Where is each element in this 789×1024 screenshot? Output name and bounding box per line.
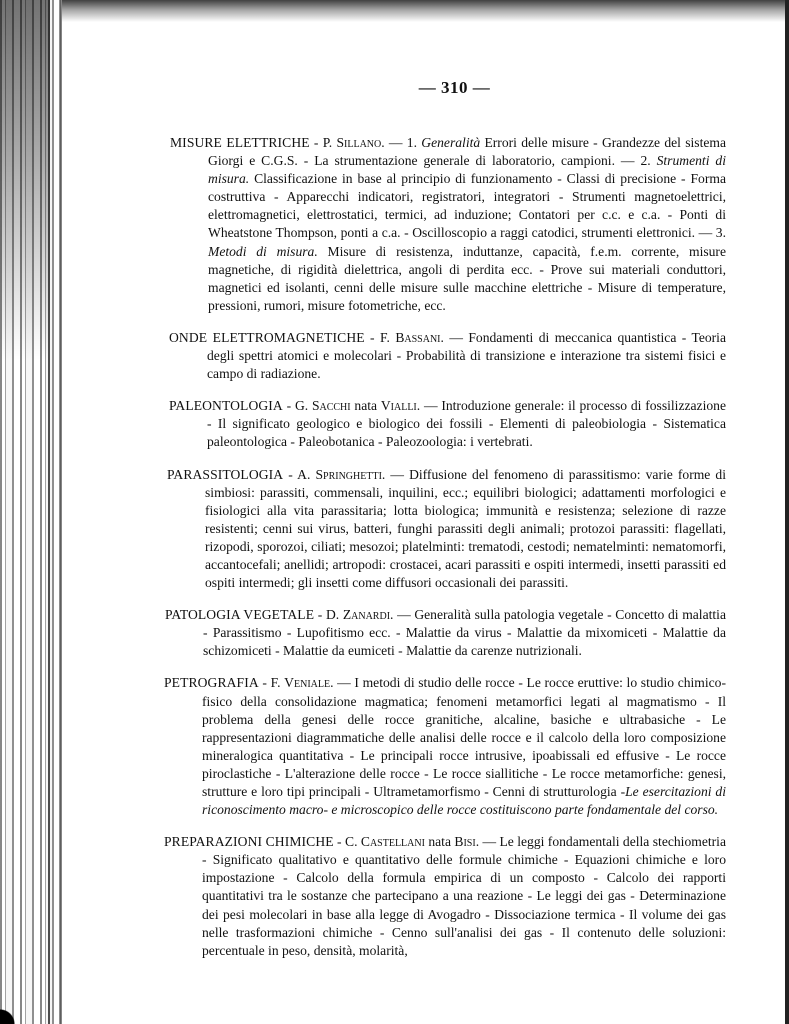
separator: - (282, 398, 295, 414)
author-initial: C. (345, 834, 361, 850)
author-suffix: . — (381, 466, 410, 482)
course-entry (164, 674, 726, 819)
course-subject: PARASSITOLOGIA (167, 466, 284, 482)
author-initial: D. (325, 607, 343, 623)
course-author-maiden: Vialli (380, 398, 417, 414)
course-author: Bassani (395, 329, 441, 345)
course-description: Generalità sulla patologia vegetale - Concetto di malattia - Parassitismo - Lupofitismo ecc. - Malattie da virus - Malattie da mixomiceti - Malattie da schizomiceti - Malattie da eumiceti - Malattie da carenze nutrizionali. (203, 607, 726, 659)
author-connector: nata (350, 398, 381, 414)
course-entry (164, 833, 726, 960)
course-subject: PATOLOGIA VEGETALE (165, 607, 315, 623)
author-initial: F. (270, 675, 285, 691)
page-number: — 310 — (418, 78, 491, 97)
separator: - (258, 675, 271, 691)
author-connector: nata (424, 834, 455, 850)
course-description: I metodi di studio delle rocce - Le rocce eruttive: lo studio chimico-fisico della consolidazione magmatica; fenomeni metamorfici legati al magmatismo - Il problema della genesi delle rocce granitiche, alcaline, basiche e ultrabasiche - Le rappresentazioni diagrammatiche delle analisi delle rocce e il calcolo della loro composizione mineralogica quantitativa - Le principali rocce intrusive, ipoabissali ed effusive - Le rocce piroclastiche - L'alterazione delle rocce - Le rocce siallitiche - Le rocce metamorfiche: genesi, strutture e loro tipi principali - Ultrametamorfismo - Cenni di strutturologia - (202, 675, 727, 799)
course-author: Castellani (360, 834, 425, 850)
author-suffix: . — (416, 398, 442, 414)
course-topic-heading: Metodi di misura. (208, 243, 318, 259)
author-initial: F. (380, 329, 396, 345)
author-initial: G. (294, 398, 312, 414)
course-entry (169, 329, 726, 383)
course-description: Introduzione generale: il processo di fossilizzazione - Il significato geologico e biologico dei fossili - Elementi di paleobiologia - Sistematica paleontologica - Paleobotanica - Paleozoologia: i vertebrati. (207, 398, 726, 450)
course-entry (170, 134, 726, 315)
separator: - (333, 834, 345, 850)
course-description: Fondamenti di meccanica quantistica - Teoria degli spettri atomici e molecolari - Probabilità di transizione e interazione tra sistemi fisici e campo di radiazione. (207, 329, 726, 382)
author-suffix: . — (440, 329, 469, 345)
course-entry (165, 606, 726, 660)
scan-edge-line (48, 0, 50, 1024)
separator: - (364, 329, 381, 345)
course-author: Sillano (336, 135, 382, 150)
author-suffix: . — (475, 834, 500, 850)
course-subject: PREPARAZIONI CHIMICHE (164, 834, 334, 850)
course-description: Errori delle misure - Grandezze del sistema Giorgi e C.G.S. - La strumentazione generale di laboratorio, campioni. — 2. (208, 135, 727, 169)
separator: - (283, 466, 298, 482)
scan-edge-line (59, 0, 61, 1024)
course-entry (167, 466, 726, 593)
course-topic-heading: Generalità (421, 135, 481, 150)
course-list (164, 134, 727, 974)
course-subject: ONDE ELETTROMAGNETICHE (169, 329, 365, 345)
course-subject: MISURE ELETTRICHE (170, 135, 310, 150)
course-subject: PETROGRAFIA (164, 675, 259, 691)
author-initial: A. (297, 466, 316, 482)
scan-binding-dark-area (0, 0, 50, 360)
course-description: 1. (406, 135, 422, 150)
course-description: Diffusione del fenomeno di parassitismo: varie forme di simbiosi: parassiti, commensali, inquilini, ecc.; equilibri biologici; adattamenti morfologici e fisiologici alla vita parassitaria; lotta biologica; immunità e resistenza; selezione di razze resistenti; cenni sui virus, batteri, funghi parassiti degli animali; protozoi parassiti: flagellati, rizopodi, sporozoi, ciliati; mesozoi; platelminti: trematodi, cestodi; nematelminti: nematomorfi, accantocefali; anellidi; artropodi: crostacei, acari parassiti e ospiti intermedi, insetti parassiti ed ospiti intermedi; gli insetti come diffusori occasionali dei parassiti. (205, 466, 726, 591)
scan-corner-artifact (0, 1008, 16, 1024)
course-entry (169, 397, 726, 451)
separator: - (314, 607, 326, 623)
scan-right-border (785, 0, 789, 1024)
author-initial: P. (322, 135, 337, 150)
course-topic-heading: Strumenti di misura. (208, 153, 726, 187)
course-description: Le leggi fondamentali della stechiometria - Significato qualitativo e quantitativo delle formule chimiche - Equazioni chimiche e loro impostazione - Calcolo della formula empirica di un composto - Calcolo dei rapporti quantitativi tra le sostanze che partecipano a una reazione - Le leggi dei gas - Determinazione dei pesi molecolari in base alla legge di Avogadro - Dissociazione termica - Il volume dei gas nelle trasformazioni chimiche - Cenno sull'analisi dei gas - Il contenuto delle soluzioni: percentuale in peso, densità, molarità, (202, 834, 726, 958)
course-author: Springhetti (315, 466, 382, 482)
course-author-maiden: Bisi (454, 834, 476, 850)
author-suffix: . — (381, 135, 407, 150)
author-suffix: . — (390, 607, 415, 623)
course-subject: PALEONTOLOGIA (169, 398, 283, 414)
course-author: Zanardi (342, 607, 391, 623)
course-author: Sacchi (311, 398, 351, 414)
course-description: Classificazione in base al principio di funzionamento - Classi di precisione - Forma costruttiva - Apparecchi indicatori, registratori, integratori - Strumenti magnetoelettrici, elettromagnetici, elettrostatici, termici, ad induzione; Contatori per c.c. e c.a. - Ponti di Wheatstone Thompson, ponti a c.a. - Oscilloscopio a raggi catodici, strumenti elettronici. — 3. (208, 171, 726, 241)
course-author: Veniale (284, 675, 331, 691)
author-suffix: . — (330, 675, 355, 691)
separator: - (309, 135, 323, 150)
scan-top-shadow (62, 0, 789, 22)
course-topic-heading: Le esercitazioni di riconoscimento macro- e microscopico delle rocce costituiscono parte fondamentale del corso. (202, 784, 726, 818)
course-description: Misure di resistenza, induttanze, capacità, f.e.m. corrente, misure magnetiche, di rigidità dielettrica, angoli di perdita ecc. - Prove sui materiali conduttori, magnetici ed isolanti, cenni delle misure sulle macchine elettriche - Misure di temperature, pressioni, rumori, misure fotometriche, ecc. (208, 243, 726, 313)
